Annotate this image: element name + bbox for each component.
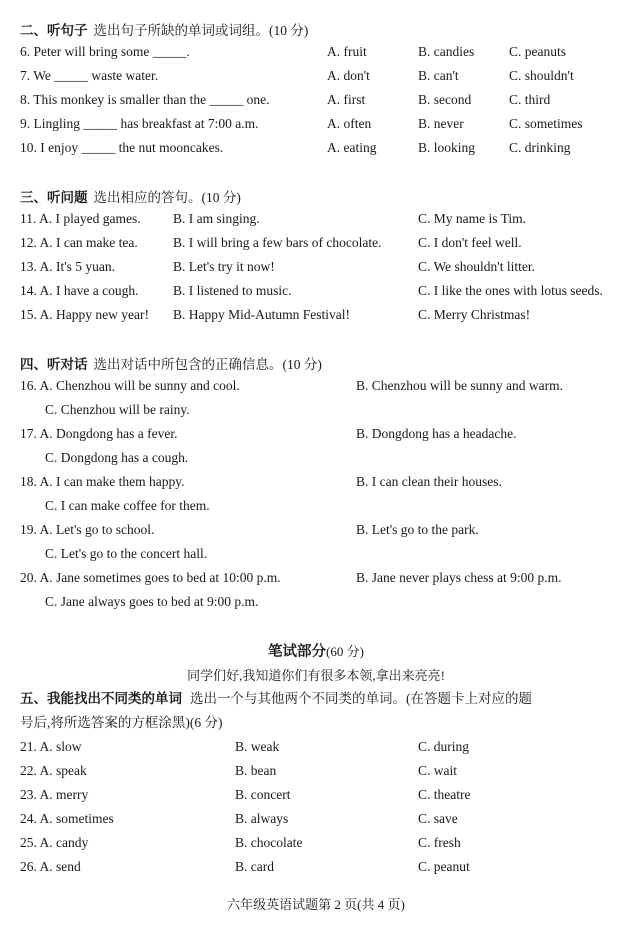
option-a: 16. A. Chenzhou will be sunny and cool. [20, 378, 240, 393]
question-row [0, 450, 632, 470]
question-row [0, 522, 632, 542]
question-row [0, 787, 632, 807]
option-a: 17. A. Dongdong has a fever. [20, 426, 178, 441]
option-c: C. peanuts [509, 44, 566, 59]
option-a: A. first [327, 92, 366, 107]
option-b: B. Dongdong has a headache. [356, 426, 517, 441]
section-2-instruction: 选出句子所缺的单词或词组。(10 分) [93, 23, 309, 38]
option-b: B. can't [418, 68, 459, 83]
question-row [0, 68, 632, 88]
section-3-instruction: 选出相应的答句。(10 分) [93, 190, 241, 205]
option-a: 24. A. sometimes [20, 811, 114, 826]
option-c: C. drinking [509, 140, 571, 155]
written-part-title [0, 640, 632, 661]
question-text: 10. I enjoy _____ the nut mooncakes. [20, 140, 224, 155]
question-row [0, 283, 632, 303]
question-row [0, 570, 632, 590]
option-a: 18. A. I can make them happy. [20, 474, 185, 489]
option-c: C. Let's go to the concert hall. [45, 546, 208, 561]
written-part-note: 同学们好,我知道你们有很多本领,拿出来亮亮! [187, 668, 445, 683]
option-b: B. chocolate [235, 835, 303, 850]
section-3-heading [20, 186, 241, 206]
section-5-instruction-line2: 号后,将所选答案的方框涂黑)(6 分) [20, 715, 223, 730]
question-row [0, 307, 632, 327]
option-c: C. I like the ones with lotus seeds. [418, 283, 603, 298]
option-b: B. Happy Mid-Autumn Festival! [173, 307, 350, 322]
option-a: A. eating [327, 140, 377, 155]
option-b: B. looking [418, 140, 476, 155]
question-text: 7. We _____ waste water. [20, 68, 159, 83]
option-c: C. Jane always goes to bed at 9:00 p.m. [45, 594, 259, 609]
question-row [0, 426, 632, 446]
option-b: B. Jane never plays chess at 9:00 p.m. [356, 570, 562, 585]
option-c: C. I can make coffee for them. [45, 498, 210, 513]
option-b: B. I can clean their houses. [356, 474, 502, 489]
option-c: C. third [509, 92, 551, 107]
option-c: C. during [418, 739, 470, 754]
section-5-heading [20, 687, 620, 734]
option-b: B. concert [235, 787, 291, 802]
option-c: C. wait [418, 763, 457, 778]
question-row [0, 92, 632, 112]
question-row [0, 378, 632, 398]
question-text: 9. Lingling _____ has breakfast at 7:00 a.m. [20, 116, 259, 131]
question-row [0, 402, 632, 422]
option-b: B. Let's try it now! [173, 259, 275, 274]
option-c: C. peanut [418, 859, 470, 874]
question-text: 8. This monkey is smaller than the _____ one. [20, 92, 270, 107]
option-c: C. fresh [418, 835, 461, 850]
option-b: B. second [418, 92, 472, 107]
question-row [0, 211, 632, 231]
question-row [0, 594, 632, 614]
section-5-instruction-line1: 选出一个与其他两个不同类的单词。(在答题卡上对应的题 [190, 691, 532, 706]
option-a: 23. A. merry [20, 787, 89, 802]
question-row [0, 140, 632, 160]
option-a: A. fruit [327, 44, 367, 59]
option-a: 22. A. speak [20, 763, 87, 778]
option-c: C. Chenzhou will be rainy. [45, 402, 190, 417]
option-c: C. sometimes [509, 116, 583, 131]
section-2-number: 二、听句子 [20, 23, 88, 39]
option-b: B. I will bring a few bars of chocolate. [173, 235, 382, 250]
section-2-heading [20, 19, 308, 39]
question-row [0, 116, 632, 136]
option-b: B. Let's go to the park. [356, 522, 479, 537]
option-a: 21. A. slow [20, 739, 82, 754]
option-c: C. theatre [418, 787, 471, 802]
option-a: 15. A. Happy new year! [20, 307, 149, 322]
option-b: B. bean [235, 763, 277, 778]
option-b: B. always [235, 811, 289, 826]
question-row [0, 498, 632, 518]
section-4-instruction: 选出对话中所包含的正确信息。(10 分) [93, 357, 322, 372]
written-part-points: (60 分) [326, 644, 364, 659]
question-row [0, 835, 632, 855]
question-row [0, 811, 632, 831]
question-text: 6. Peter will bring some _____. [20, 44, 190, 59]
option-a: 25. A. candy [20, 835, 89, 850]
option-a: 11. A. I played games. [20, 211, 141, 226]
section-4-number: 四、听对话 [20, 357, 88, 373]
question-row [0, 859, 632, 879]
option-a: 19. A. Let's go to school. [20, 522, 155, 537]
option-b: B. candies [418, 44, 475, 59]
option-a: A. don't [327, 68, 370, 83]
question-row [0, 763, 632, 783]
option-c: C. I don't feel well. [418, 235, 522, 250]
option-a: 26. A. send [20, 859, 81, 874]
option-c: C. My name is Tim. [418, 211, 527, 226]
option-a: A. often [327, 116, 372, 131]
question-row [0, 44, 632, 64]
page-footer: 六年级英语试题第 2 页(共 4 页) [227, 897, 405, 912]
question-row [0, 474, 632, 494]
option-a: 20. A. Jane sometimes goes to bed at 10:00 p.m. [20, 570, 281, 585]
option-b: B. card [235, 859, 274, 874]
option-c: C. We shouldn't litter. [418, 259, 535, 274]
option-a: 12. A. I can make tea. [20, 235, 138, 250]
question-row [0, 235, 632, 255]
question-row [0, 259, 632, 279]
option-b: B. weak [235, 739, 280, 754]
option-b: B. I am singing. [173, 211, 260, 226]
option-b: B. never [418, 116, 464, 131]
option-b: B. Chenzhou will be sunny and warm. [356, 378, 563, 393]
option-c: C. Dongdong has a cough. [45, 450, 189, 465]
option-b: B. I listened to music. [173, 283, 292, 298]
option-a: 14. A. I have a cough. [20, 283, 139, 298]
question-row [0, 546, 632, 566]
option-c: C. Merry Christmas! [418, 307, 531, 322]
option-c: C. shouldn't [509, 68, 574, 83]
section-3-number: 三、听问题 [20, 190, 88, 206]
section-4-heading [20, 353, 322, 373]
written-part-label: 笔试部分 [268, 644, 327, 660]
option-c: C. save [418, 811, 458, 826]
section-5-number: 五、我能找出不同类的单词 [20, 691, 182, 707]
question-row [0, 739, 632, 759]
option-a: 13. A. It's 5 yuan. [20, 259, 116, 274]
